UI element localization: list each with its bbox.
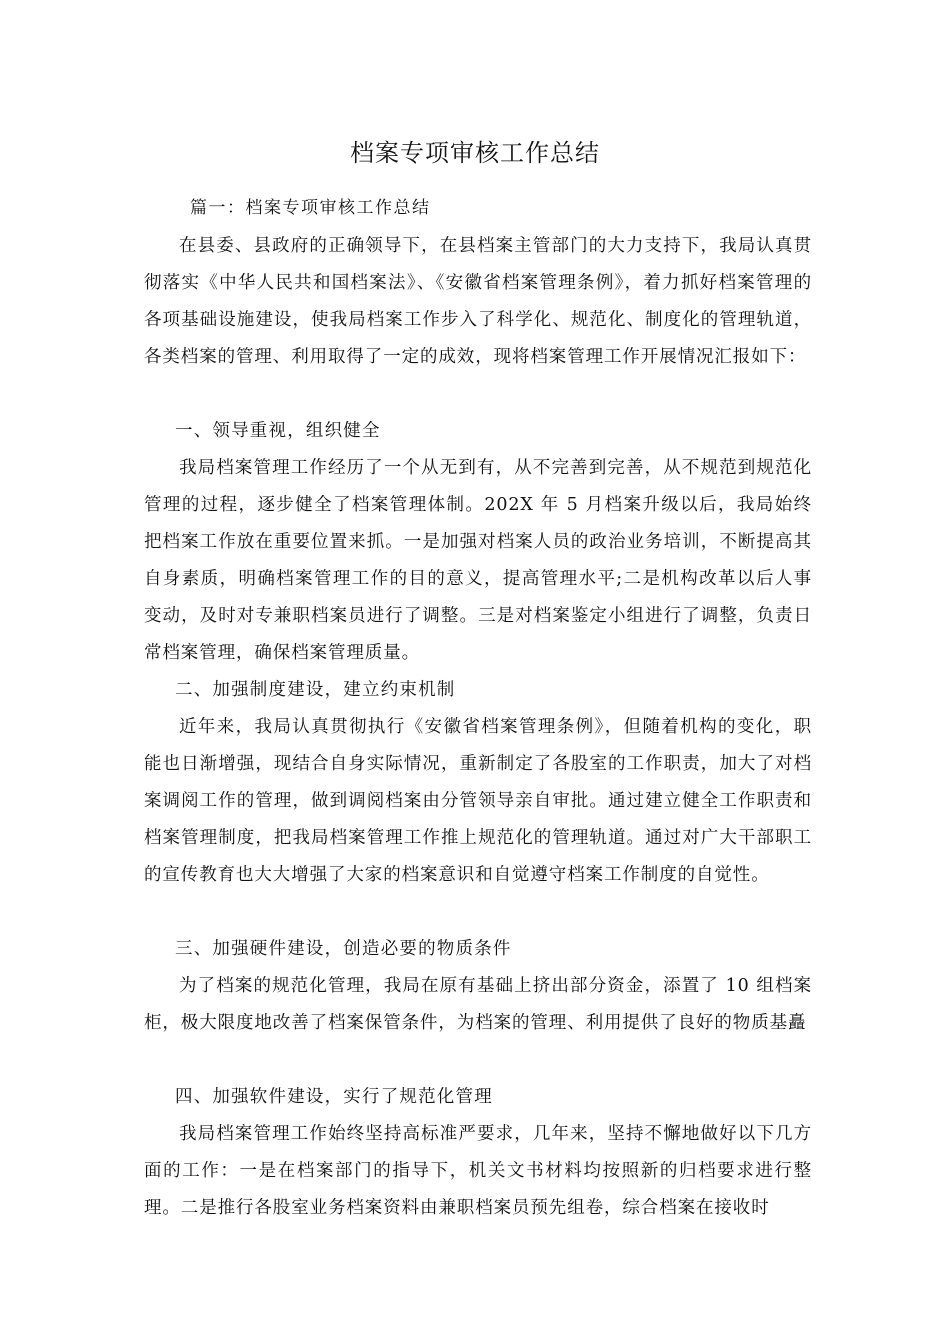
section-heading-1: 一、领导重视，组织健全 bbox=[175, 421, 381, 441]
section-heading-3: 三、加强硬件建设，创造必要的物质条件 bbox=[175, 939, 512, 959]
document-title: 档案专项审核工作总结 bbox=[350, 139, 600, 167]
section-body-2: 近年来，我局认真贯彻执行《安徽省档案管理条例》，但随着机构的变化，职能也日渐增强，现结合自身实际情况，重新制定了各股室的工作职责，加大了对档案调阅工作的管理，做到调阅档案由分管领导亲自审批。通过建立健全工作职责和档案管理制度，把我局档案管理工作推上规范化的管理轨道。通过对广大干部职工的宣传教育也大大增强了大家的档案意识和自觉遵守档案工作制度的自觉性。 bbox=[144, 717, 812, 885]
document-subheading: 篇一：档案专项审核工作总结 bbox=[190, 198, 431, 218]
paragraph-intro: 在县委、县政府的正确领导下，在县档案主管部门的大力支持下，我局认真贯彻落实《中华人民共和国档案法》、《安徽省档案管理条例》，着力抓好档案管理的各项基础设施建设，使我局档案工作步入了科学化、规范化、制度化的管理轨道，各类档案的管理、利用取得了一定的成效，现将档案管理工作开展情况汇报如下： bbox=[144, 236, 812, 367]
section-heading-2: 二、加强制度建设，建立约束机制 bbox=[175, 680, 456, 700]
section-body-4: 我局档案管理工作始终坚持高标准严要求，几年来，坚持不懈地做好以下几方面的工作：一是在档案部门的指导下，机关文书材料均按照新的归档要求进行整理。二是推行各股室业务档案资料由兼职档案员预先组卷，综合档案在接收时 bbox=[144, 1124, 812, 1218]
section-body-3: 为了档案的规范化管理，我局在原有基础上挤出部分资金，添置了 10 组档案柜，极大限度地改善了档案保管条件，为档案的管理、利用提供了良好的物质基矗 bbox=[144, 976, 812, 1033]
section-body-1: 我局档案管理工作经历了一个从无到有，从不完善到完善，从不规范到规范化管理的过程，逐步健全了档案管理体制。202X 年 5 月档案升级以后，我局始终把档案工作放在重要位置来抓。一是加强对档案人员的政治业务培训，不断提高其自身素质，明确档案管理工作的目的意义，提高管理水平;二是机构改革以后人事变动，及时对专兼职档案员进行了调整。三是对档案鉴定小组进行了调整，负责日常档案管理，确保档案管理质量。 bbox=[144, 458, 812, 663]
section-heading-4: 四、加强软件建设，实行了规范化管理 bbox=[175, 1087, 493, 1107]
